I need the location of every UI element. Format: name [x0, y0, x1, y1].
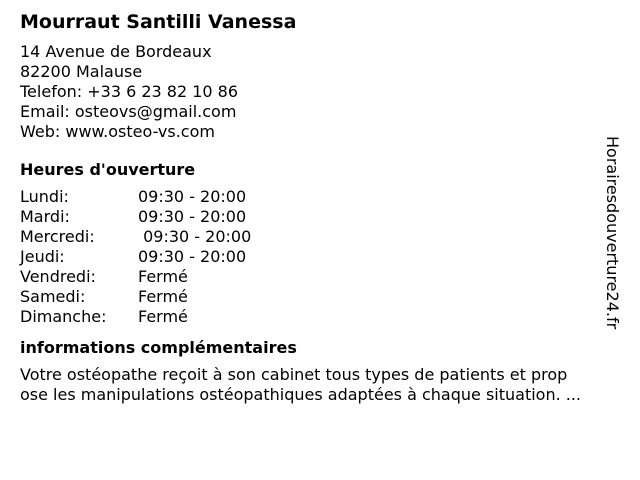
day-hours: 09:30 - 20:00 — [138, 247, 247, 266]
day-label: Samedi: — [20, 287, 86, 306]
business-name: Mourraut Santilli Vanessa — [20, 11, 297, 33]
address-street: 14 Avenue de Bordeaux — [20, 42, 212, 61]
opening-hours-table — [20, 187, 620, 327]
day-label: Lundi: — [20, 187, 69, 206]
hours-row — [20, 307, 620, 327]
site-watermark: Horairesdouverture24.fr — [603, 136, 622, 330]
hours-row — [20, 187, 620, 207]
hours-row — [20, 207, 620, 227]
day-hours: Fermé — [138, 287, 188, 306]
day-hours: 09:30 - 20:00 — [138, 227, 252, 246]
website: Web: www.osteo-vs.com — [20, 122, 215, 141]
day-label: Jeudi: — [20, 247, 65, 266]
description-line: Votre ostéopathe reçoit à son cabinet tous types de patients et prop — [20, 365, 568, 384]
day-label: Mercredi: — [20, 227, 95, 246]
hours-row — [20, 267, 620, 287]
day-label: Vendredi: — [20, 267, 96, 286]
day-label: Dimanche: — [20, 307, 107, 326]
day-hours: Fermé — [138, 267, 188, 286]
day-hours: 09:30 - 20:00 — [138, 187, 247, 206]
hours-row — [20, 227, 620, 247]
opening-hours-heading: Heures d'ouverture — [20, 160, 196, 179]
email-address: Email: osteovs@gmail.com — [20, 102, 237, 121]
address-city: 82200 Malause — [20, 62, 143, 81]
description-line: ose les manipulations ostéopathiques adaptées à chaque situation. ... — [20, 385, 582, 404]
additional-info-text — [20, 365, 630, 405]
business-listing — [20, 10, 620, 405]
hours-row — [20, 247, 620, 267]
contact-block — [20, 42, 620, 142]
additional-info-heading: informations complémentaires — [20, 338, 297, 357]
phone-number: Telefon: +33 6 23 82 10 86 — [20, 82, 239, 101]
day-hours: 09:30 - 20:00 — [138, 207, 247, 226]
day-hours: Fermé — [138, 307, 188, 326]
hours-row — [20, 287, 620, 307]
day-label: Mardi: — [20, 207, 70, 226]
